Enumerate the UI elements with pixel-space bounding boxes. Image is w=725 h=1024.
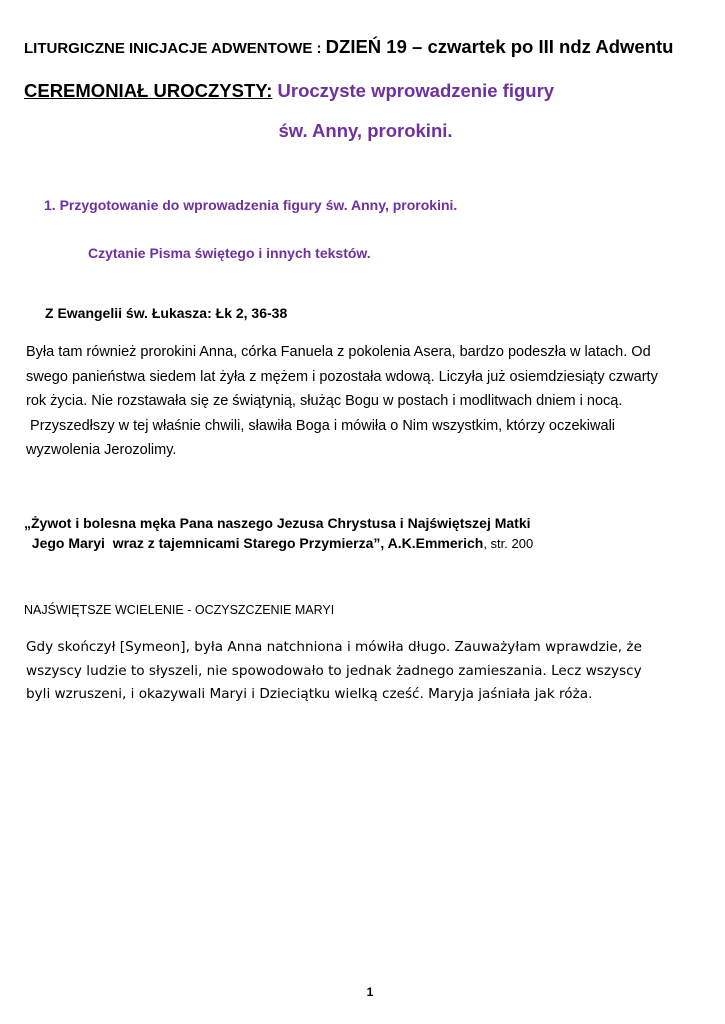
ceremonial-title-line1: Uroczyste wprowadzenie figury — [277, 80, 555, 101]
document-header — [24, 36, 673, 58]
quote-line: wszyscy ludzie to słyszeli, nie spowodowało to jednak żadnego zamieszania. Lecz wszyscy — [26, 662, 642, 679]
book-citation — [24, 513, 533, 554]
book-page-ref: , str. 200 — [483, 536, 534, 551]
header-prefix: LITURGICZNE INICJACJE ADWENTOWE : — [24, 40, 326, 57]
gospel-line: Przyszedłszy w tej właśnie chwili, sławiła Boga i mówiła o Nim wszystkim, którzy oczekiwali — [26, 417, 616, 434]
quote-line: byli wzruszeni, i okazywali Maryi i Dzieciątku wielką cześć. Maryja jaśniała jak róża. — [26, 686, 593, 702]
chapter-title: NAJŚWIĘTSZE WCIELENIE - OCZYSZCZENIE MARYI — [24, 603, 335, 617]
gospel-line: swego panieństwa siedem lat żyła z mężem i pozostała wdową. Liczyła już osiemdziesiąty czwarty — [26, 368, 658, 385]
gospel-line: Była tam również prorokini Anna, córka Fanuela z pokolenia Asera, bardzo podeszła w latach. Od — [26, 344, 651, 360]
ceremonial-title-line2: św. Anny, prorokini. — [278, 120, 453, 141]
gospel-line: rok życia. Nie rozstawała się ze świątynią, służąc Bogu w postach i modlitwach dniem i nocą. — [26, 393, 623, 409]
gospel-heading: Z Ewangelii św. Łukasza: Łk 2, 36-38 — [45, 305, 288, 321]
ceremonial-heading — [24, 80, 554, 102]
readings-subheading: Czytanie Pisma świętego i innych tekstów. — [88, 245, 371, 261]
quote-line: Gdy skończył [Symeon], była Anna natchniona i mówiła długo. Zauważyłam wprawdzie, że — [26, 639, 642, 655]
page-number: 1 — [366, 985, 374, 999]
header-day: DZIEŃ 19 – czwartek po III ndz Adwentu — [325, 36, 674, 57]
quote-text — [26, 636, 642, 707]
gospel-line: wyzwolenia Jerozolimy. — [26, 442, 177, 458]
gospel-text — [26, 340, 716, 463]
book-title-line2: Jego Maryi wraz z tajemnicami Starego Przymierza”, A.K.Emmerich — [24, 535, 484, 551]
book-title-line1: „Żywot i bolesna męka Pana naszego Jezusa Chrystusa i Najświętszej Matki — [24, 515, 531, 531]
ceremonial-label: CEREMONIAŁ UROCZYSTY: — [24, 80, 273, 101]
section-1-heading: 1. Przygotowanie do wprowadzenia figury św. Anny, prorokini. — [44, 197, 458, 213]
